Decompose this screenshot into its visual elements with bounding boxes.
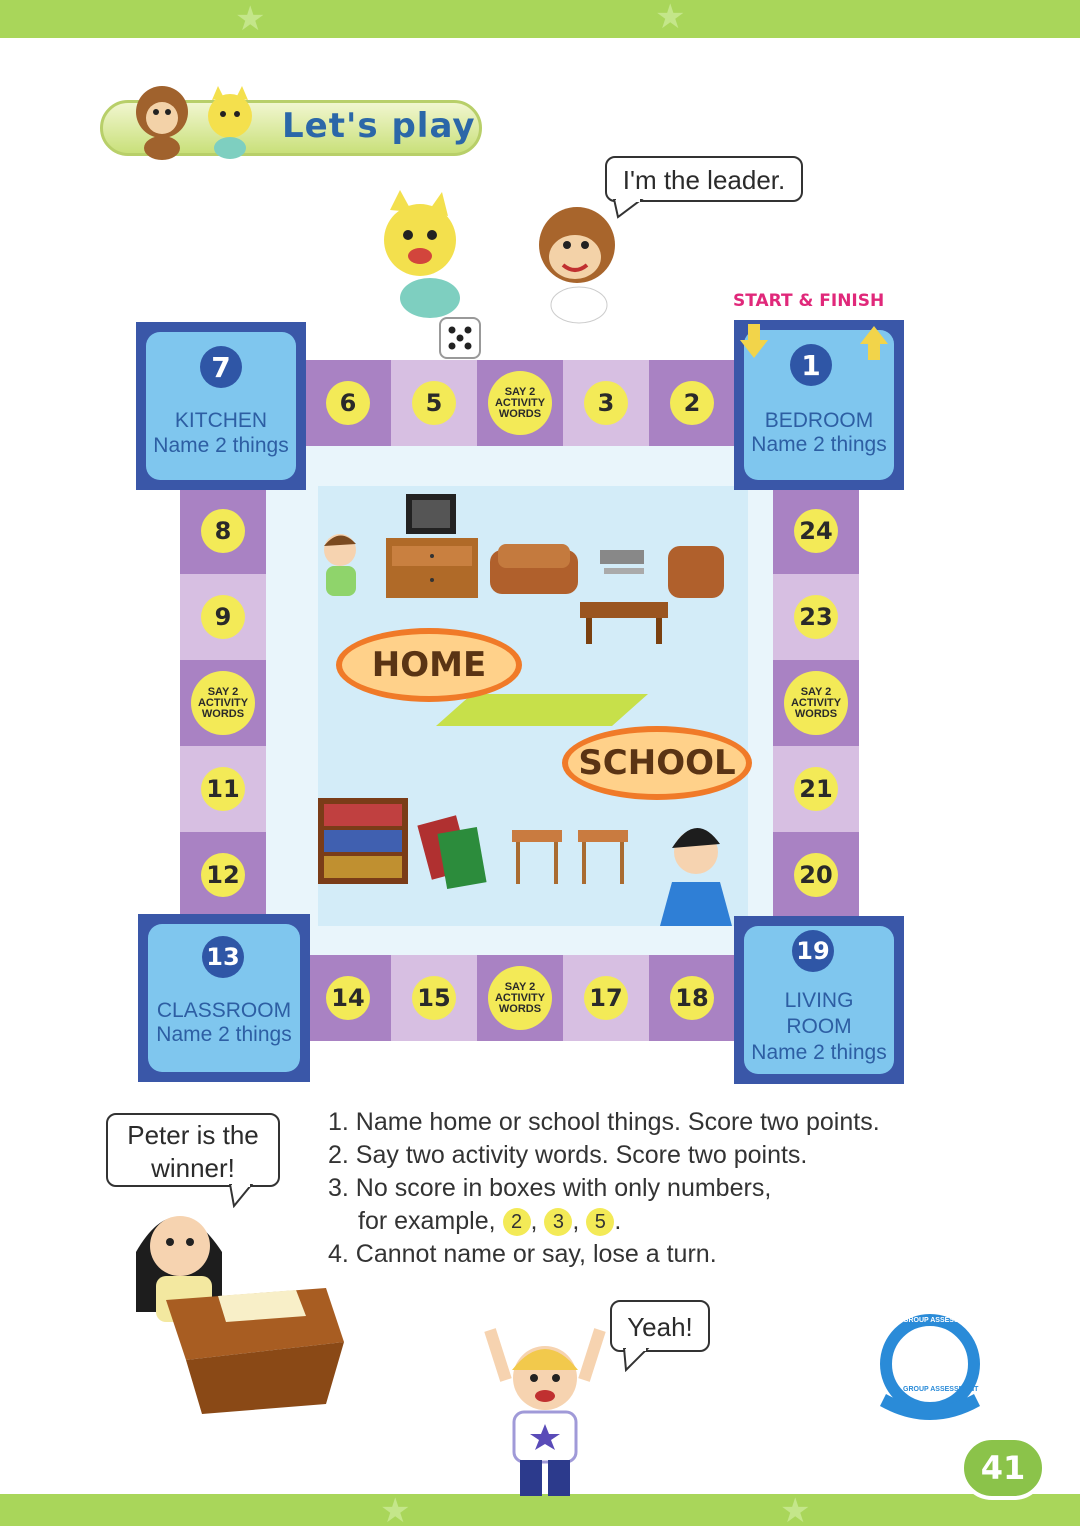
cell-number: 23	[794, 595, 838, 639]
board-cell-20	[773, 832, 859, 918]
star-decoration-icon: ★	[380, 1491, 411, 1531]
activity-text: SAY 2	[504, 980, 536, 993]
cell-number: 9	[201, 595, 245, 639]
board-cell-17	[563, 955, 649, 1041]
corner-number: 13	[202, 936, 244, 978]
example-number-badge: 3	[544, 1208, 572, 1236]
room-name: ROOM	[786, 1015, 852, 1038]
say-activity-words-badge	[488, 966, 552, 1030]
speech-bubble-yeah	[610, 1300, 710, 1352]
say-activity-words-badge	[191, 671, 255, 735]
monkey-character-icon	[515, 195, 630, 325]
activity-text: ACTIVITY	[494, 991, 546, 1004]
yellow-cat-character-icon	[350, 190, 500, 320]
cell-number: 8	[201, 509, 245, 553]
board-cell-15	[391, 955, 477, 1041]
activity-text: WORDS	[498, 1002, 542, 1015]
star-decoration-icon: ★	[235, 0, 266, 39]
corner-number: 7	[200, 346, 242, 388]
board-cell-6	[305, 360, 391, 446]
speech-tail-icon	[622, 1348, 654, 1372]
star-decoration-icon: ★	[780, 1491, 811, 1531]
cell-number: 14	[326, 976, 370, 1020]
group-assessment-badge-icon	[874, 1314, 986, 1426]
corner-classroom	[138, 914, 310, 1082]
school-label-oval: SCHOOL	[562, 726, 752, 800]
speech-text: I'm the leader.	[622, 165, 786, 195]
cell-number: 11	[201, 767, 245, 811]
speech-text: Peter is the	[127, 1120, 259, 1150]
boy-character-icon	[324, 534, 356, 596]
board-cell-activity	[773, 660, 859, 746]
rule-text: for example,	[358, 1207, 496, 1235]
activity-text: ACTIVITY	[790, 696, 842, 709]
activity-text: SAY 2	[207, 685, 239, 698]
rule-2: 2. Say two activity words. Score two points.	[328, 1141, 808, 1169]
cell-number: 2	[670, 381, 714, 425]
cell-number: 18	[670, 976, 714, 1020]
girl-character-icon	[660, 828, 732, 926]
dice-icon	[438, 314, 484, 360]
board-cell-activity	[477, 360, 563, 446]
page-title: Let's play	[282, 106, 476, 146]
speech-text: Yeah!	[627, 1312, 693, 1342]
room-task: Name 2 things	[153, 434, 289, 457]
start-finish-label: START & FINISH	[733, 291, 885, 311]
cell-number: 17	[584, 976, 628, 1020]
room-name: LIVING	[784, 989, 854, 1012]
board-cell-12	[180, 832, 266, 918]
activity-text: WORDS	[201, 707, 245, 720]
board-cell-24	[773, 488, 859, 574]
board-cell-3	[563, 360, 649, 446]
board-cell-9	[180, 574, 266, 660]
board-cell-8	[180, 488, 266, 574]
arrow-down-icon	[740, 324, 768, 358]
page-number-badge: 41	[960, 1436, 1046, 1500]
rule-1: 1. Name home or school things. Score two points.	[328, 1108, 880, 1136]
rule-3-example: for example, 2 , 3 , 5 .	[358, 1207, 622, 1235]
board-cell-21	[773, 746, 859, 832]
cell-number: 6	[326, 381, 370, 425]
board-cell-23	[773, 574, 859, 660]
room-task: Name 2 things	[156, 1023, 292, 1046]
corner-number: 1	[790, 344, 832, 386]
say-activity-words-badge	[784, 671, 848, 735]
activity-text: WORDS	[498, 407, 542, 420]
cell-number: 15	[412, 976, 456, 1020]
cheering-boy-character-icon	[470, 1320, 620, 1496]
corner-bedroom	[734, 320, 904, 490]
example-number-badge: 5	[586, 1208, 614, 1236]
rule-4: 4. Cannot name or say, lose a turn.	[328, 1240, 717, 1268]
board-cell-5	[391, 360, 477, 446]
room-name: CLASSROOM	[156, 999, 292, 1022]
speech-bubble-leader	[605, 156, 803, 202]
board-cell-2	[649, 360, 735, 446]
arrow-up-icon	[860, 326, 888, 360]
speech-text: winner!	[151, 1153, 235, 1183]
activity-text: SAY 2	[800, 685, 832, 698]
monkey-and-cat-mascot-icon	[112, 72, 272, 160]
cell-number: 21	[794, 767, 838, 811]
activity-text: SAY 2	[504, 385, 536, 398]
corner-living-room	[734, 916, 904, 1084]
corner-number: 19	[792, 930, 834, 972]
board-cell-11	[180, 746, 266, 832]
star-decoration-icon: ★	[655, 0, 686, 37]
cell-number: 12	[201, 853, 245, 897]
game-rules	[328, 1106, 880, 1271]
activity-text: WORDS	[794, 707, 838, 720]
room-task: Name 2 things	[751, 433, 887, 456]
cell-number: 5	[412, 381, 456, 425]
rule-3: 3. No score in boxes with only numbers,	[328, 1174, 772, 1202]
say-activity-words-badge	[488, 371, 552, 435]
cell-number: 3	[584, 381, 628, 425]
room-name: BEDROOM	[764, 409, 874, 432]
top-decorative-band	[0, 0, 1080, 38]
corner-kitchen	[136, 322, 306, 490]
board-cell-18	[649, 955, 735, 1041]
bottom-decorative-band	[0, 1491, 1080, 1531]
room-task: Name 2 things	[751, 1041, 887, 1064]
example-number-badge: 2	[503, 1208, 531, 1236]
speech-bubble-winner	[106, 1113, 280, 1187]
activity-text: ACTIVITY	[494, 396, 546, 409]
home-label-oval: HOME	[336, 628, 522, 702]
board-cell-14	[305, 955, 391, 1041]
board-cell-activity	[477, 955, 563, 1041]
girl-at-desk-character-icon	[126, 1192, 346, 1416]
home-school-illustration	[312, 490, 742, 930]
badge-bottom-text: GROUP ASSESSMENT	[903, 1386, 979, 1393]
room-name: KITCHEN	[174, 409, 268, 432]
cell-number: 24	[794, 509, 838, 553]
cell-number: 20	[794, 853, 838, 897]
activity-text: ACTIVITY	[197, 696, 249, 709]
board-cell-activity	[180, 660, 266, 746]
badge-top-text: GROUP ASSESSMENT	[903, 1317, 979, 1324]
